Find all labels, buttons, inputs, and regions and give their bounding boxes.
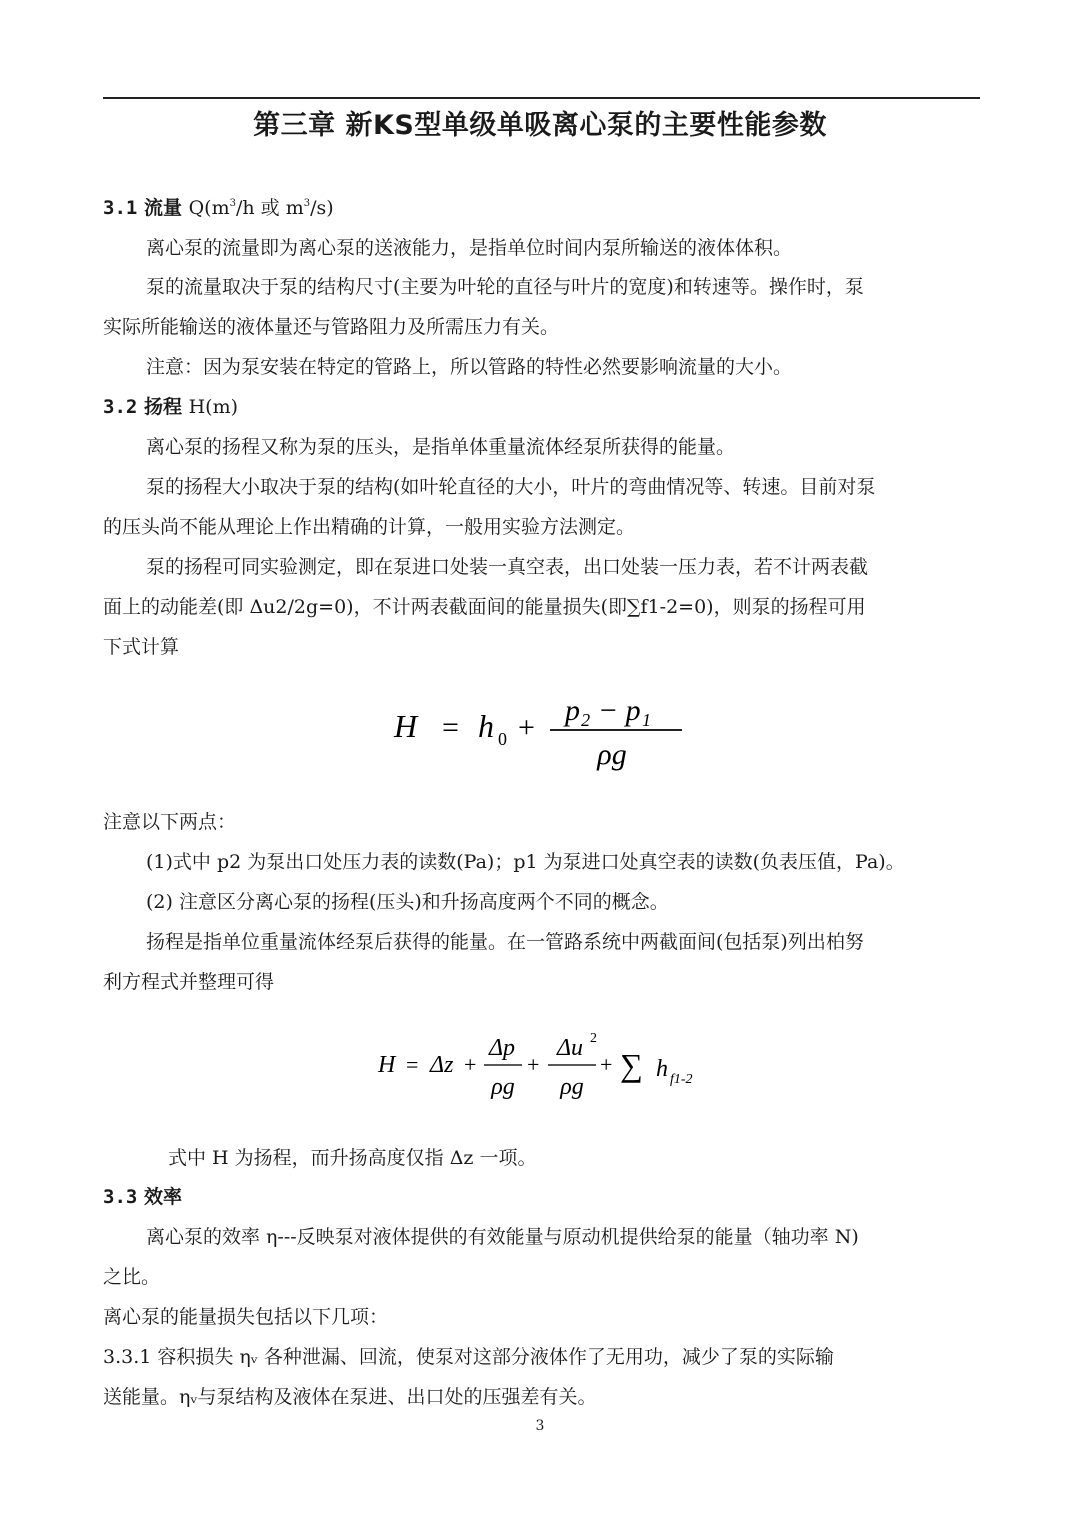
paragraph: 泵的扬程可同实验测定，即在泵进口处装一真空表，出口处装一压力表，若不计两表截 [146, 556, 869, 578]
eq-plus: + [464, 1052, 477, 1077]
page-number: 3 [535, 1418, 545, 1434]
section-number: 3.2 [103, 396, 138, 418]
eq-dz: Δz [430, 1052, 454, 1078]
paragraph: 利方程式并整理可得 [103, 971, 275, 993]
equation-bernoulli [376, 1030, 716, 1106]
paragraph: 之比。 [103, 1266, 161, 1288]
paragraph: 式中 H 为扬程，而升扬高度仅指 Δz 一项。 [168, 1147, 537, 1169]
eq-lhs: H [378, 1052, 396, 1078]
header-rule [103, 97, 980, 99]
eq-plus: + [527, 1052, 540, 1077]
eq-plus: + [518, 711, 535, 744]
paragraph: 面上的动能差(即 Δu2/2g=0)，不计两表截面间的能量损失(即∑f1-2=0)，则泵的扬程可用 [103, 596, 866, 618]
section-title: 效率 [143, 1186, 182, 1208]
paragraph: 离心泵的扬程又称为泵的压头，是指单体重量流体经泵所获得的能量。 [146, 436, 736, 458]
section-number: 3.3 [103, 1186, 138, 1208]
section-number: 3.1 [103, 197, 138, 219]
paragraph: 下式计算 [103, 636, 180, 658]
paragraph: 实际所能输送的液体量还与管路阻力及所需压力有关。 [103, 316, 560, 338]
eq-superscript: 2 [590, 1031, 597, 1046]
eq-numerator: Δu [556, 1035, 584, 1061]
paragraph: 离心泵的流量即为离心泵的送液能力，是指单位时间内泵所输送的液体体积。 [146, 237, 793, 259]
notes-heading: 注意以下两点： [103, 811, 237, 833]
eq-equals: = [406, 1052, 419, 1077]
eq-numerator: p₂ − p₁ [564, 694, 652, 727]
eq-h: h [656, 1056, 668, 1082]
eq-lhs: H [394, 708, 418, 744]
eq-equals: = [442, 711, 459, 744]
eq-denominator: ρg [491, 1074, 515, 1100]
paragraph: 离心泵的效率 η---反映泵对液体提供的有效能量与原动机提供给泵的能量（轴功率 N) [146, 1226, 859, 1248]
eq-plus: + [600, 1052, 613, 1077]
paragraph: 3.3.1 容积损失 ηᵥ 各种泄漏、回流，使泵对这部分液体作了无用功，减少了泵的实际输 [103, 1346, 834, 1368]
paragraph: 送能量。ηᵥ与泵结构及液体在泵进、出口处的压强差有关。 [103, 1386, 597, 1408]
eq-denominator: ρg [597, 738, 627, 771]
eq-h0-sub: 0 [498, 729, 507, 749]
paragraph: 泵的流量取决于泵的结构尺寸(主要为叶轮的直径与叶片的宽度)和转速等。操作时，泵 [146, 276, 864, 298]
paragraph: 注意：因为泵安装在特定的管路上，所以管路的特性必然要影响流量的大小。 [146, 356, 793, 378]
note-item: (1)式中 p2 为泵出口处压力表的读数(Pa)；p1 为泵进口处真空表的读数(负表压值，Pa)。 [146, 851, 905, 873]
eq-numerator: Δp [488, 1035, 516, 1061]
sum-symbol: ∑ [620, 1047, 643, 1083]
eq-h0: h [478, 708, 494, 744]
paragraph: 的压头尚不能从理论上作出精确的计算，一般用实验方法测定。 [103, 516, 636, 538]
section-3-3-heading [103, 1182, 983, 1212]
section-title: 扬程 [143, 396, 182, 418]
chapter-title: 第三章 新KS型单级单吸离心泵的主要性能参数 [253, 110, 827, 141]
paragraph: 扬程是指单位重量流体经泵后获得的能量。在一管路系统中两截面间(包括泵)列出柏努 [146, 931, 864, 953]
eq-h-sub: f1-2 [670, 1072, 693, 1087]
paragraph: 离心泵的能量损失包括以下几项： [103, 1306, 389, 1328]
note-item: (2) 注意区分离心泵的扬程(压头)和升扬高度两个不同的概念。 [146, 891, 669, 913]
paragraph: 泵的扬程大小取决于泵的结构(如叶轮直径的大小，叶片的弯曲情况等、转速。目前对泵 [146, 476, 876, 498]
eq-denominator: ρg [560, 1074, 584, 1100]
section-3-1-heading: 3.1 流量 $Q(m^3/h$ 或 $m^3/s$) [103, 197, 334, 219]
equation-head [390, 690, 690, 772]
section-3-2-heading: 3.2 扬程 H(m) [103, 396, 239, 418]
section-title: 流量 [143, 197, 182, 219]
